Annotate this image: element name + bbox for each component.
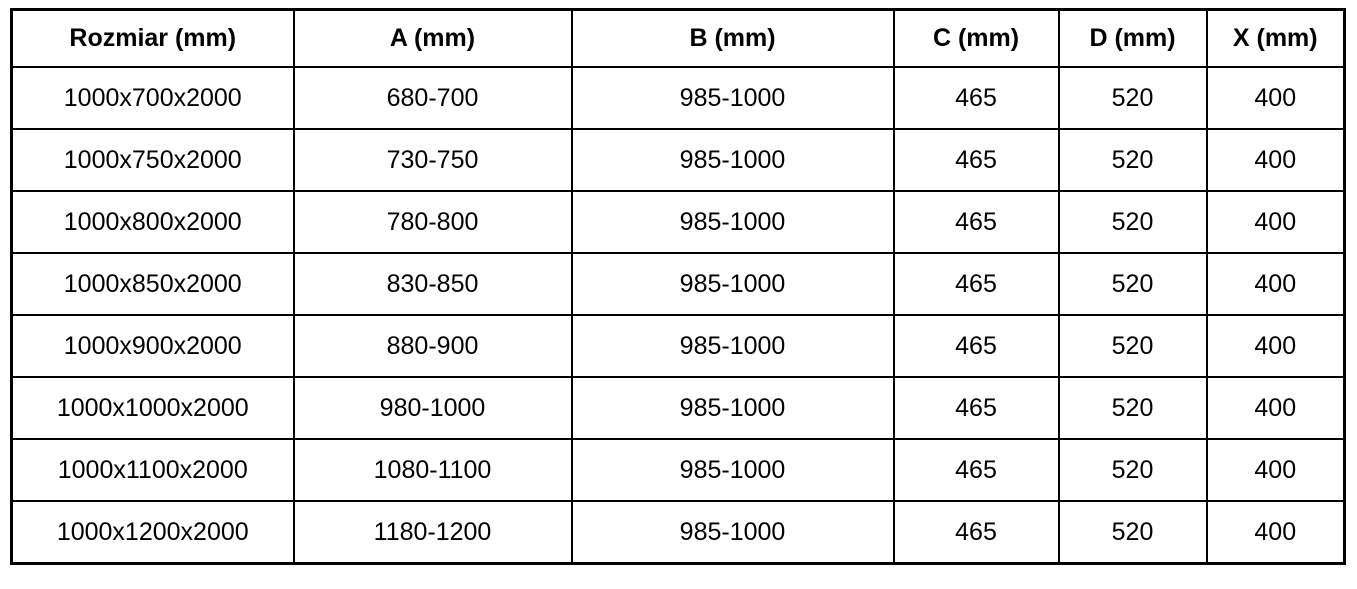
table-cell: 1000x1000x2000 [12, 377, 294, 439]
size-table [10, 8, 1346, 565]
table-cell: 400 [1207, 377, 1345, 439]
table-cell: 465 [894, 439, 1059, 501]
table-cell: 1000x900x2000 [12, 315, 294, 377]
table-cell: 520 [1059, 377, 1207, 439]
table-cell: 465 [894, 501, 1059, 564]
table-cell: 985-1000 [572, 129, 894, 191]
column-header-x: X (mm) [1207, 10, 1345, 68]
table-cell: 400 [1207, 129, 1345, 191]
table-cell: 400 [1207, 253, 1345, 315]
table-cell: 1000x850x2000 [12, 253, 294, 315]
table-row [12, 315, 1345, 377]
table-cell: 780-800 [294, 191, 572, 253]
table-cell: 680-700 [294, 67, 572, 129]
table-cell: 400 [1207, 501, 1345, 564]
size-table-container [10, 8, 1346, 565]
table-cell: 400 [1207, 191, 1345, 253]
column-header-rozmiar: Rozmiar (mm) [12, 10, 294, 68]
table-row [12, 377, 1345, 439]
table-cell: 1000x1100x2000 [12, 439, 294, 501]
table-cell: 1000x800x2000 [12, 191, 294, 253]
column-header-c: C (mm) [894, 10, 1059, 68]
table-cell: 520 [1059, 439, 1207, 501]
table-body [12, 67, 1345, 564]
table-cell: 400 [1207, 315, 1345, 377]
table-cell: 400 [1207, 439, 1345, 501]
table-cell: 985-1000 [572, 439, 894, 501]
table-row [12, 439, 1345, 501]
table-cell: 465 [894, 315, 1059, 377]
table-cell: 465 [894, 67, 1059, 129]
table-cell: 465 [894, 377, 1059, 439]
table-header-row [12, 10, 1345, 68]
table-cell: 985-1000 [572, 315, 894, 377]
table-cell: 520 [1059, 67, 1207, 129]
table-cell: 1180-1200 [294, 501, 572, 564]
table-cell: 1000x1200x2000 [12, 501, 294, 564]
column-header-b: B (mm) [572, 10, 894, 68]
table-cell: 985-1000 [572, 191, 894, 253]
table-cell: 400 [1207, 67, 1345, 129]
table-cell: 465 [894, 129, 1059, 191]
table-cell: 985-1000 [572, 67, 894, 129]
table-row [12, 191, 1345, 253]
table-cell: 520 [1059, 191, 1207, 253]
table-cell: 830-850 [294, 253, 572, 315]
table-cell: 520 [1059, 253, 1207, 315]
table-cell: 465 [894, 253, 1059, 315]
table-row [12, 67, 1345, 129]
table-cell: 880-900 [294, 315, 572, 377]
column-header-d: D (mm) [1059, 10, 1207, 68]
table-cell: 520 [1059, 501, 1207, 564]
table-row [12, 253, 1345, 315]
table-cell: 985-1000 [572, 377, 894, 439]
column-header-a: A (mm) [294, 10, 572, 68]
table-row [12, 501, 1345, 564]
table-cell: 520 [1059, 315, 1207, 377]
table-row [12, 129, 1345, 191]
table-cell: 985-1000 [572, 501, 894, 564]
table-cell: 730-750 [294, 129, 572, 191]
table-cell: 465 [894, 191, 1059, 253]
table-cell: 1080-1100 [294, 439, 572, 501]
table-cell: 1000x750x2000 [12, 129, 294, 191]
table-cell: 985-1000 [572, 253, 894, 315]
table-cell: 520 [1059, 129, 1207, 191]
table-cell: 1000x700x2000 [12, 67, 294, 129]
table-cell: 980-1000 [294, 377, 572, 439]
